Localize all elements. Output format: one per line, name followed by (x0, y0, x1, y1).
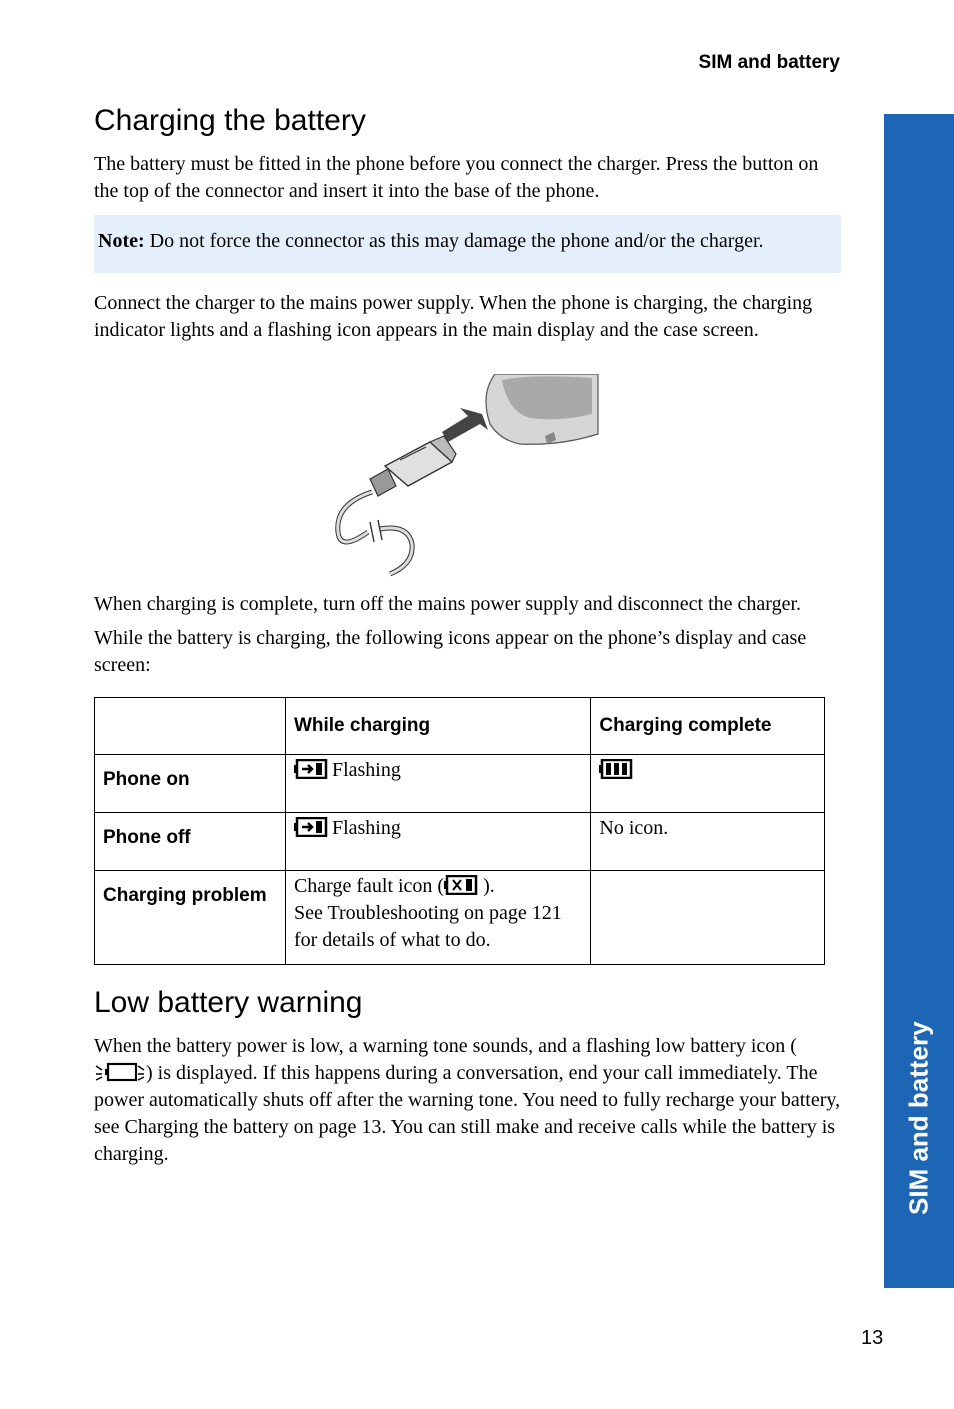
while-text: Flashing (331, 817, 401, 839)
low-battery-paragraph (94, 1033, 844, 1168)
row-label: Charging problem (95, 871, 286, 965)
charging-icons-table (94, 697, 825, 965)
table-header-while: While charging (285, 698, 590, 755)
complete-cell (591, 871, 825, 965)
table-row (95, 813, 825, 871)
low-text-pre: When the battery power is low, a warning tone sounds, and a flashing low battery icon ( (94, 1035, 797, 1057)
battery-full-icon (599, 759, 633, 779)
table-row (95, 755, 825, 813)
note-label: Note: (98, 230, 145, 252)
page-number: 13 (861, 1327, 884, 1349)
side-tab-label: SIM and battery (903, 1021, 934, 1215)
table-header-complete: Charging complete (591, 698, 825, 755)
connect-paragraph: Connect the charger to the mains power supply. When the phone is charging, the charging indicator lights and a flashing icon appears in the main display and the case screen. (94, 292, 813, 341)
side-tab (884, 114, 954, 1288)
fault-line2: See Troubleshooting on page 121 (293, 902, 562, 924)
note-box (94, 215, 841, 273)
note-body: Do not force the connector as this may damage the phone and/or the charger. (144, 230, 764, 252)
while-cell (285, 871, 590, 965)
note-text (98, 228, 764, 255)
table-row (95, 871, 825, 965)
fault-line3: for details of what to do. (293, 929, 491, 951)
complete-cell (591, 755, 825, 813)
battery-fault-icon (444, 875, 478, 895)
low-text-post: ) is displayed. If this happens during a conversation, end your call immediately. The power automatically shuts off after the warning tone. You need to fully recharge your battery, see Charging the battery on page 13. You can still make and receive calls while the battery is charging. (94, 1062, 841, 1165)
row-label: Phone on (95, 755, 286, 813)
while-text: Flashing (331, 759, 401, 781)
complete-cell: No icon. (591, 813, 825, 871)
fault-pre: Charge fault icon ( (293, 875, 445, 897)
section-title-low-battery: Low battery warning (94, 986, 363, 1019)
icons-intro-paragraph: While the battery is charging, the following icons appear on the phone’s display and case screen: (94, 627, 807, 676)
running-head: SIM and battery (698, 52, 840, 73)
fault-post: ). (478, 875, 495, 897)
section-title-charging: Charging the battery (94, 104, 366, 137)
table-header-blank (95, 698, 286, 755)
charger-illustration (330, 374, 600, 578)
table-header-row (95, 698, 825, 755)
while-cell (285, 813, 590, 871)
intro-paragraph: The battery must be fitted in the phone before you connect the charger. Press the button on the top of the connector and insert it into the base of the phone. (94, 153, 819, 202)
complete-paragraph: When charging is complete, turn off the mains power supply and disconnect the charger. (94, 593, 802, 615)
battery-low-icon (94, 1062, 146, 1082)
battery-charging-icon (294, 759, 328, 779)
row-label: Phone off (95, 813, 286, 871)
while-cell (285, 755, 590, 813)
battery-charging-icon (294, 817, 328, 837)
